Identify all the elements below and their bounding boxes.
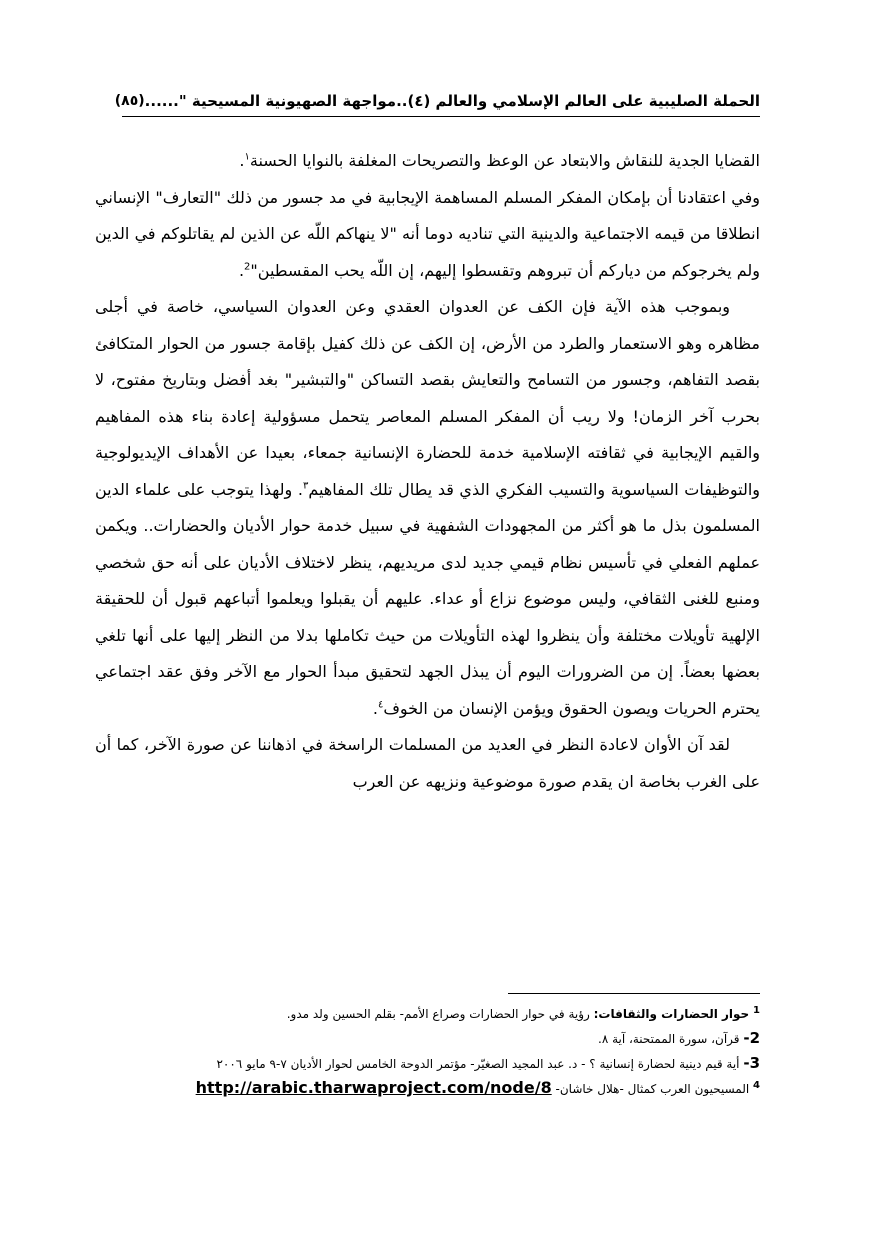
header-title: الحملة الصليبية على العالم الإسلامي والعالم (٤)..مواجهة الصهيونية المسيحية "...... (144, 92, 760, 110)
running-header (114, 86, 760, 117)
page-number: (٨٥) (114, 93, 145, 109)
footnote-separator (508, 993, 760, 994)
footnotes (95, 1002, 760, 1101)
body-text (95, 143, 760, 800)
paragraph-1: القضايا الجدية للنقاش والابتعاد عن الوعظ والتصريحات المغلفة بالنوايا الحسنة$^١$. (239, 151, 760, 170)
footnote-4: $^4$ المسيحيون العرب كمثال -هلال خاشان- http://arabic.tharwaproject.com/node/8 (195, 1078, 760, 1097)
footnote-ref-1[interactable]: ١ (244, 151, 250, 163)
footnote-ref-3[interactable]: ٣ (302, 480, 309, 492)
footnote-2: 2- قرآن، سورة الممتحنة، آية ٨. (597, 1029, 760, 1047)
paragraph-2: وفي اعتقادنا أن بإمكان المفكر المسلم المساهمة الإيجابية في مد جسور من ذلك "التعارف" الإنساني انطلاقا من قيمه الاجتماعية والدينية التي تناديه دوما أنه "لا ينهاكم اللّه عن الذين لم يقاتلوكم في الدين ولم يخرجوكم من دياركم أن تبروهم وتقسطوا إليهم، إن اللّه يحب المقسطين"$^2$. (95, 187, 760, 280)
footnote-ref-2[interactable]: 2 (244, 261, 251, 273)
footnote-1: $^1$ حوار الحضارات والثقافات: رؤية في حوار الحضارات وصراع الأمم- بقلم الحسين ولد مدو. (286, 1005, 760, 1021)
paragraph-3: وبموجب هذه الآية فإن الكف عن العدوان العقدي وعن العدوان السياسي، خاصة في أجلى مظاهره وهو الاستعمار والطرد من الأرض، إن الكف عن ذلك كفيل بإقامة جسور من الحوار المتكافئ بقصد التفاهم، وجسور من التسامح والتعايش بقصد التساكن "والتبشير" بغد أفضل وبتاريخ مفتوح، لا بحرب آخر الزمان! ولا ريب أن المفكر المسلم المعاصر يتحمل مسؤولية إعادة بناء هذه المفاهيم والقيم الإيجابية في ثقافته الإسلامية خدمة للحضارة الإنسانية جمعاء، بعيدا عن الأهداف الإيديولوجية والتوظيفات السياسوية والتسيب الفكري الذي قد يطال تلك المفاهيم$^٣$. ولهذا يتوجب على علماء الدين المسلمون بذل ما هو أكثر من المجهودات الشفهية في سبيل خدمة حوار الأديان والحضارات.. ويكمن عملهم الفعلي في تأسيس نظام قيمي جديد لدى مريديهم، ينظر لاختلاف الأديان على أنه حق شخصي ومنبع للغنى الثقافي، وليس موضوع نزاع أو عداء. عليهم أن يقبلوا ويعلموا أتباعهم قبول أن للحقيقة الإلهية تأويلات مختلفة وأن ينظروا لهذه التأويلات من حيث تكاملها بدلا من النظر إليها على أنها تلغي بعضها بعضاً. إن من الضرورات اليوم أن يبذل الجهد لتحقيق مبدأ الحوار مع الآخر وفق عقد اجتماعي يحترم الحريات ويصون الحقوق ويؤمن الإنسان من الخوف$^٤$. (95, 297, 760, 718)
footnote-3: 3- أية قيم دينية لحضارة إنسانية ؟ - د. عبد المجيد الصغيّر- مؤتمر الدوحة الخامس لحوار الأديان ٧-٩ مايو ٢٠٠٦ (216, 1054, 760, 1072)
paragraph-4: لقد آن الأوان لاعادة النظر في العديد من المسلمات الراسخة في اذهاننا عن صورة الآخر، كما أن على الغرب بخاصة ان يقدم صورة موضوعية ونزيهه عن العرب (95, 735, 760, 791)
footnote-ref-4[interactable]: ٤ (377, 699, 384, 711)
footnote-4-link[interactable]: http://arabic.tharwaproject.com/node/8 (195, 1078, 552, 1097)
